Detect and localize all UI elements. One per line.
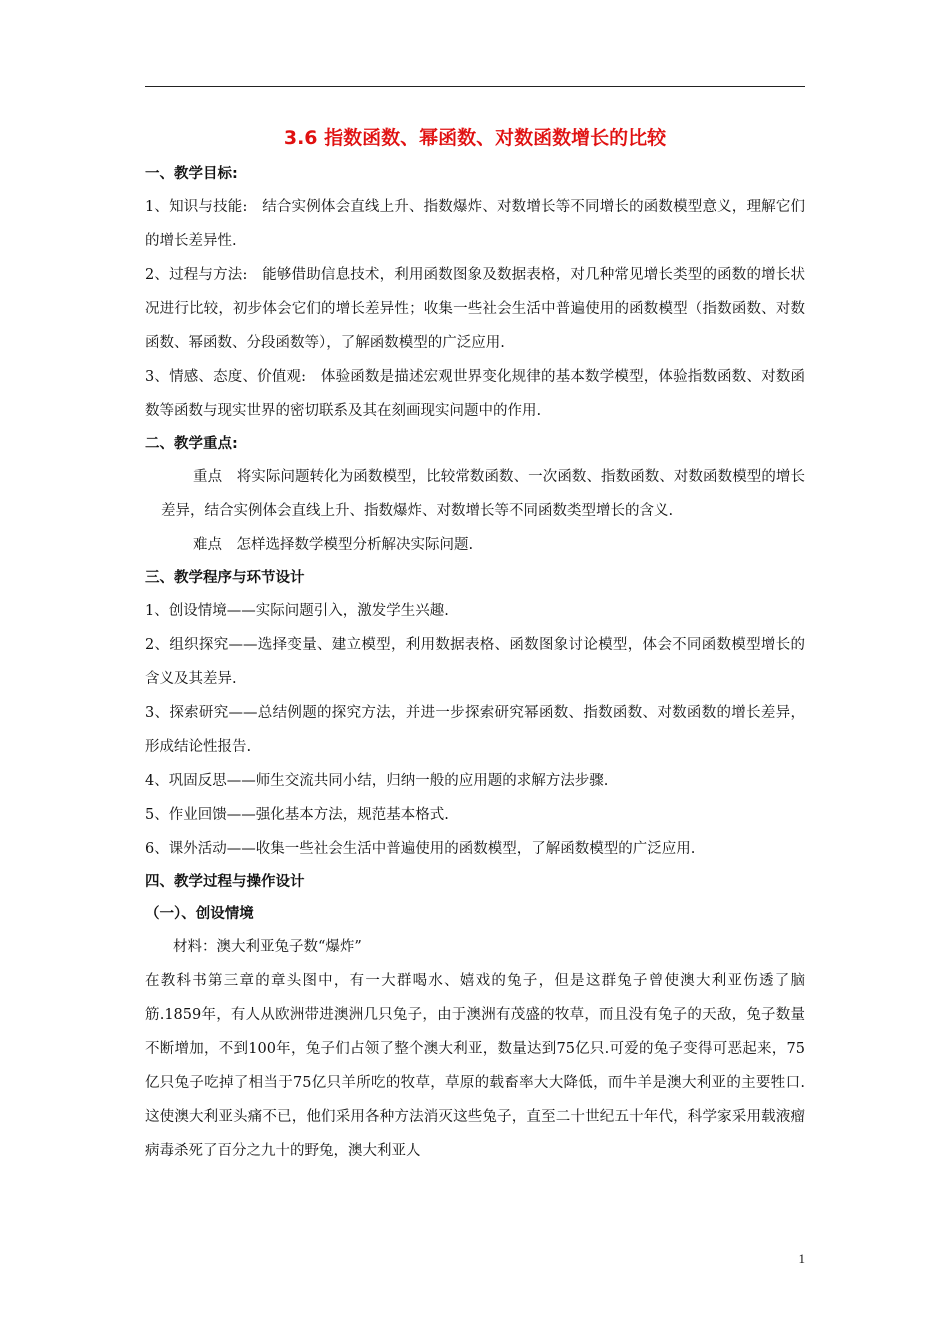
material-title: 材料：澳大利亚兔子数“爆炸” [173, 939, 362, 955]
key-point: 重点 将实际问题转化为函数模型，比较常数函数、一次函数、指数函数、对数函数模型的增长差异，结合实例体会直线上升、指数爆炸、对数增长等不同函数类型增长的含义. [161, 469, 805, 519]
procedure-item-1: 1、创设情境——实际问题引入，激发学生兴趣. [145, 603, 449, 619]
material-text: 在教科书第三章的章头图中，有一大群喝水、嬉戏的兔子，但是这群兔子曾使澳大利亚伤透了脑筋.1859年，有人从欧洲带进澳洲几只兔子，由于澳洲有茂盛的牧草，而且没有兔子的天敌，兔子数量不断增加，不到100年，兔子们占领了整个澳大利亚，数量达到75亿只.可爱的兔子变得可恶起来，75亿只兔子吃掉了相当于75亿只羊所吃的牧草，草原的载畜率大大降低，而牛羊是澳大利亚的主要牲口.这使澳大利亚头痛不已，他们采用各种方法消灭这些兔子，直至二十世纪五十年代，科学家采用载液瘤病毒杀死了百分之九十的野兔，澳大利亚人 [145, 973, 805, 1159]
difficulty-point: 难点 怎样选择数学模型分析解决实际问题. [193, 537, 474, 553]
header-rule [145, 86, 805, 87]
document-title: 3.6 指数函数、幂函数、对数函数增长的比较 [283, 127, 667, 149]
objective-item-3: 3、情感、态度、价值观: 体验函数是描述宏观世界变化规律的基本数学模型，体验指数函数、对数函数等函数与现实世界的密切联系及其在刻画现实问题中的作用. [145, 369, 805, 419]
page-number: 1 [798, 1251, 805, 1266]
sub-heading-scenario: （一）、创设情境 [145, 906, 254, 922]
section-heading-key-points: 二、教学重点: [145, 436, 238, 452]
objective-item-2: 2、过程与方法: 能够借助信息技术，利用函数图象及数据表格，对几种常见增长类型的函数的增长状况进行比较，初步体会它们的增长差异性；收集一些社会生活中普遍使用的函数模型（指数函数、对数函数、幂函数、分段函数等），了解函数模型的广泛应用. [145, 267, 805, 351]
procedure-item-4: 4、巩固反思——师生交流共同小结，归纳一般的应用题的求解方法步骤. [145, 773, 609, 789]
section-heading-objectives: 一、教学目标: [145, 166, 238, 182]
page-content [145, 120, 805, 1168]
objective-item-1: 1、知识与技能: 结合实例体会直线上升、指数爆炸、对数增长等不同增长的函数模型意义，理解它们的增长差异性. [145, 199, 805, 249]
procedure-item-3: 3、探索研究——总结例题的探究方法，并进一步探索研究幂函数、指数函数、对数函数的增长差异，形成结论性报告. [145, 705, 805, 755]
procedure-item-2: 2、组织探究——选择变量、建立模型，利用数据表格、函数图象讨论模型，体会不同函数模型增长的含义及其差异. [145, 637, 805, 687]
procedure-item-6: 6、课外活动——收集一些社会生活中普遍使用的函数模型，了解函数模型的广泛应用. [145, 841, 696, 857]
procedure-item-5: 5、作业回馈——强化基本方法，规范基本格式. [145, 807, 449, 823]
section-heading-process: 四、教学过程与操作设计 [145, 874, 305, 890]
section-heading-procedure: 三、教学程序与环节设计 [145, 570, 305, 586]
